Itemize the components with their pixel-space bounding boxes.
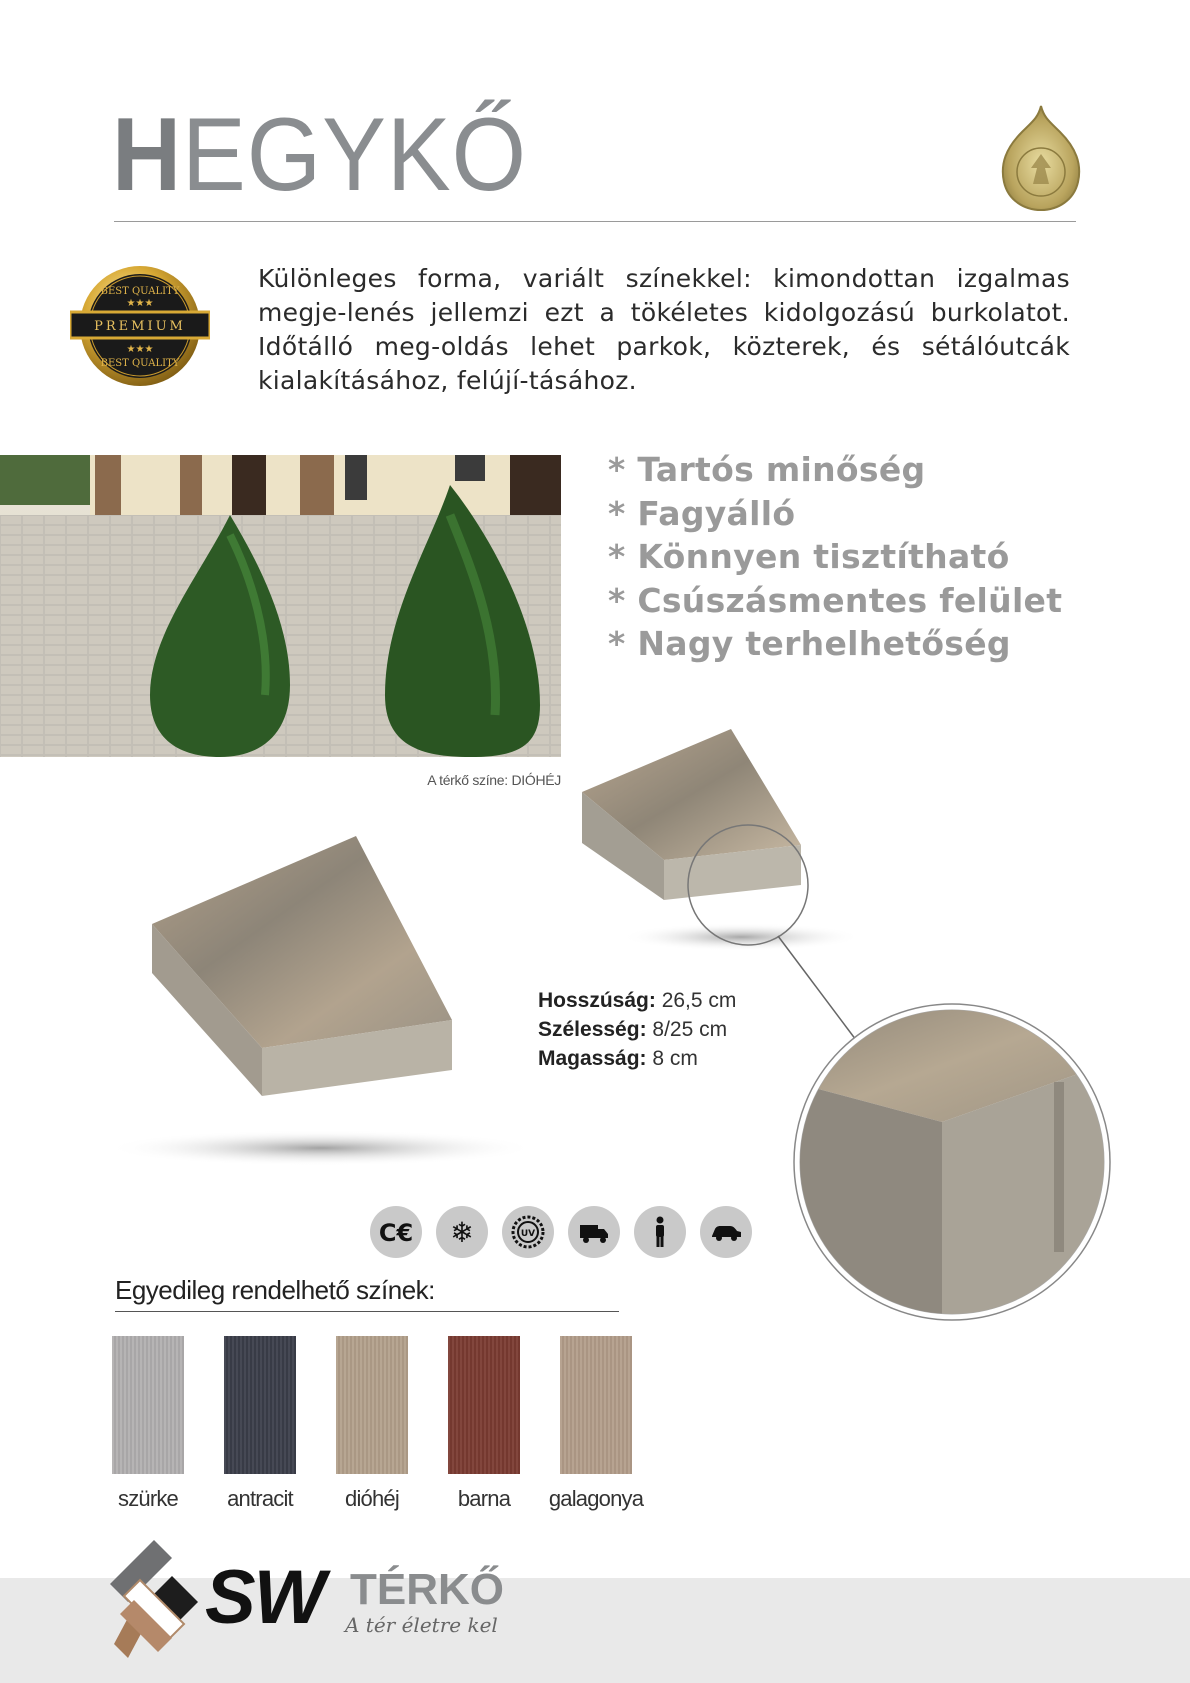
brand-terko: TÉRKŐ [350, 1565, 504, 1614]
brand-tagline: A tér életre kel [345, 1613, 498, 1637]
paver-zoom-detail [792, 1002, 1112, 1322]
swatch-chip [112, 1336, 184, 1474]
spec-length [538, 986, 736, 1015]
colors-divider [115, 1311, 619, 1312]
feature-list [608, 448, 1062, 666]
swatch-chip [224, 1336, 296, 1474]
photo-caption: A térkő színe: DIÓHÉJ [427, 772, 561, 788]
title-first-letter: H [112, 97, 183, 213]
spec-height [538, 1044, 736, 1073]
intro-paragraph: Különleges forma, variált színekkel: kimondottan izgalmas megje-lenés jellemzi ezt a tökéletes kidolgozású burkolatot. Időtálló meg-oldás lehet parkok, közterek, és sétálóutcák kialakításához, felújí-tásához. [258, 264, 1070, 395]
color-swatch [548, 1336, 644, 1512]
spec-width [538, 1015, 736, 1044]
ce-mark-icon [370, 1206, 422, 1258]
spec-label: Hosszúság: [538, 989, 656, 1012]
swatch-chip [448, 1336, 520, 1474]
swatch-label: dióhéj [345, 1486, 399, 1511]
swatch-label: antracit [227, 1486, 293, 1511]
spec-list [538, 986, 736, 1073]
color-swatch [224, 1336, 296, 1512]
color-swatch [112, 1336, 184, 1512]
swatch-chip [336, 1336, 408, 1474]
colors-heading: Egyedileg rendelhető színek: [115, 1275, 435, 1305]
paver-large-illustration [96, 828, 556, 1173]
certification-icons [370, 1206, 752, 1262]
svg-text:★★★: ★★★ [126, 298, 154, 309]
feature-item: * Nagy terhelhetőség [608, 624, 1011, 663]
feature-item: * Fagyálló [608, 493, 796, 533]
color-swatch [336, 1336, 408, 1512]
paving-photo [0, 455, 561, 757]
badge-bottom-text: BEST QUALITY [100, 358, 180, 369]
feature-item: * Csúszásmentes felület [608, 580, 1063, 620]
ce-mark-text: C€ [378, 1219, 414, 1247]
swatch-label: galagonya [548, 1486, 644, 1511]
frost-resistant-icon [436, 1206, 488, 1258]
spec-label: Szélesség: [538, 1018, 647, 1041]
page-title [112, 97, 527, 213]
uv-resistant-icon [502, 1206, 554, 1258]
emblem-icon [998, 104, 1084, 212]
swatch-chip [560, 1336, 632, 1474]
swatch-label: szürke [118, 1486, 178, 1511]
badge-top-text: BEST QUALITY [100, 286, 180, 297]
spec-value: 26,5 cm [661, 989, 737, 1012]
uv-text: UV [520, 1229, 536, 1239]
title-rest: EGYKŐ [182, 97, 527, 213]
pedestrian-icon [634, 1206, 686, 1258]
color-swatch [448, 1336, 520, 1512]
badge-center-text: PREMIUM [94, 319, 186, 334]
car-load-icon [700, 1206, 752, 1258]
feature-item: * Tartós minőség [608, 450, 926, 489]
svg-text:★★★: ★★★ [126, 344, 154, 355]
svg-text:❄: ❄ [450, 1216, 474, 1249]
color-swatches [112, 1336, 644, 1512]
spec-value: 8 cm [652, 1047, 698, 1070]
brand-sw: SW [205, 1555, 324, 1640]
feature-item: * Könnyen tisztítható [608, 537, 1010, 576]
sw-logo-icon [110, 1540, 198, 1658]
premium-badge-icon [70, 262, 210, 390]
truck-load-icon [568, 1206, 620, 1258]
title-divider [114, 221, 1076, 222]
spec-value: 8/25 cm [652, 1018, 728, 1041]
swatch-label: barna [457, 1486, 511, 1511]
spec-label: Magasság: [538, 1047, 647, 1070]
